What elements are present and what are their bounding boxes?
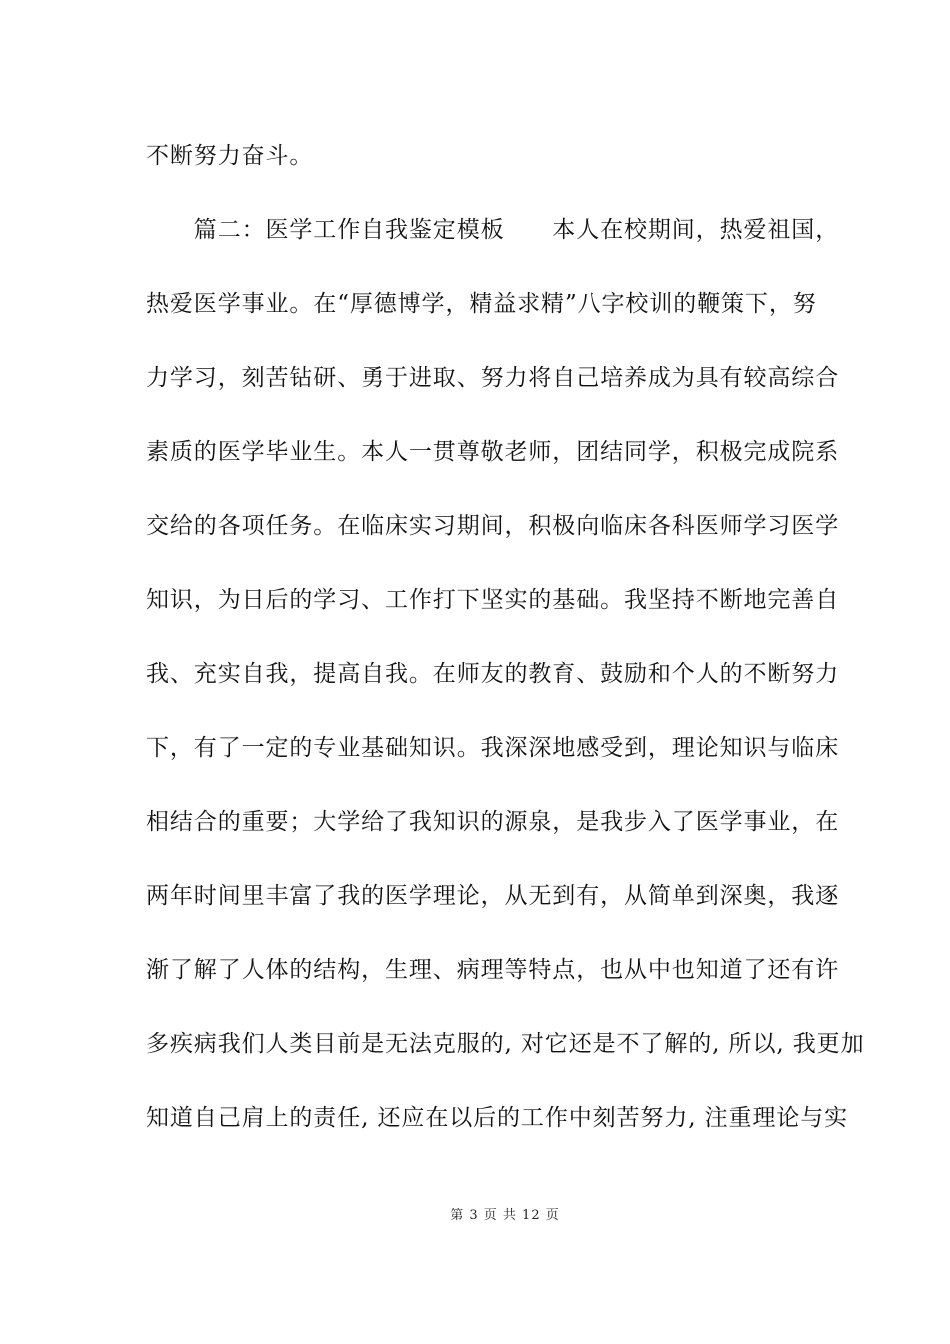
text-line: 多疾病我们人类目前是无法克服的, 对它还是不了解的, 所以, 我更加	[146, 1031, 865, 1057]
text-line: 知识，为日后的学习、工作打下坚实的基础。我坚持不断地完善自	[146, 587, 840, 613]
text-line: 相结合的重要；大学给了我知识的源泉，是我步入了医学事业，在	[146, 809, 840, 835]
text-line: 两年时间里丰富了我的医学理论，从无到有，从简单到深奥，我逐	[146, 883, 840, 909]
text-line: 交给的各项任务。在临床实习期间，积极向临床各科医师学习医学	[146, 513, 840, 539]
text-line: 力学习，刻苦钻研、勇于进取、努力将自己培养成为具有较高综合	[146, 365, 840, 391]
text-line: 下，有了一定的专业基础知识。我深深地感受到，理论知识与临床	[146, 735, 840, 761]
text-line: 渐了解了人体的结构，生理、病理等特点，也从中也知道了还有许	[146, 957, 840, 983]
text-line: 不断努力奋斗。	[146, 143, 314, 169]
text-line: 篇二：医学工作自我鉴定模板 本人在校期间，热爱祖国，	[146, 217, 840, 243]
text-line: 热爱医学事业。在“厚德博学，精益求精”八字校训的鞭策下，努	[146, 291, 817, 317]
text-line: 知道自己肩上的责任, 还应在以后的工作中刻苦努力, 注重理论与实	[146, 1105, 849, 1131]
page-number-footer: 第 3 页 共 12 页	[450, 1208, 560, 1223]
text-line: 素质的医学毕业生。本人一贯尊敬老师，团结同学，积极完成院系	[146, 439, 840, 465]
text-line: 我、充实自我，提高自我。在师友的教育、鼓励和个人的不断努力	[146, 661, 840, 687]
